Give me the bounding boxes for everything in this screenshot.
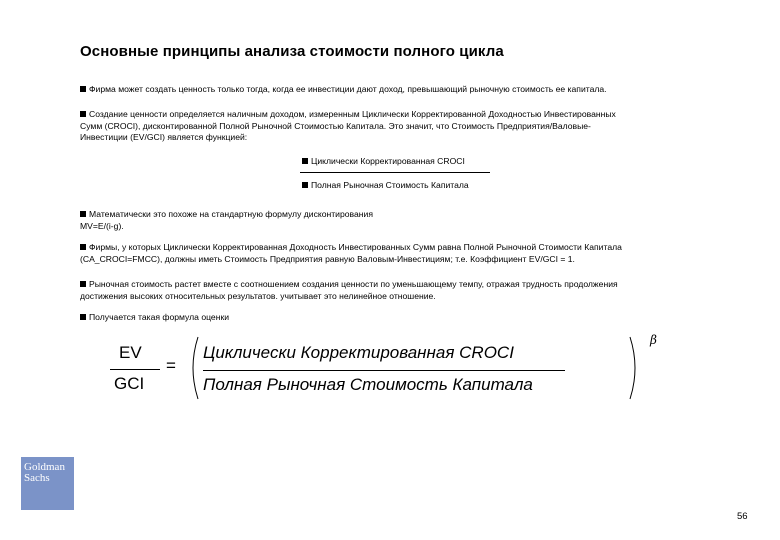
sub-item-croci [302, 156, 465, 167]
paragraph-text: Сумм (CROCI), дисконтированной Полной Рыночной Стоимостью Капитала. Это значит, что Стоимость Предприятия/Валовые- [80, 120, 591, 131]
formula-ev: EV [119, 343, 142, 362]
paragraph-formula-intro [80, 312, 720, 324]
formula-lhs-fraction-bar [110, 369, 160, 370]
paragraph-value-creation [80, 84, 720, 96]
bullet-icon [80, 244, 86, 250]
page-title: Основные принципы анализа стоимости полного цикла [80, 43, 504, 60]
formula-rhs-fraction-bar [203, 370, 565, 371]
paragraph-croci-definition [80, 109, 720, 144]
bullet-icon [80, 211, 86, 217]
sub-item-text: Полная Рыночная Стоимость Капитала [311, 180, 469, 190]
paragraph-text: Получается такая формула оценки [89, 312, 230, 322]
paragraph-text: Фирмы, у которых Циклически Корректированная Доходность Инвестированных Сумм равна Полной Рыночной Стоимости Капитала [89, 242, 622, 252]
page-number: 56 [737, 511, 748, 522]
formula-fmcc: Полная Рыночная Стоимость Капитала [203, 375, 533, 394]
paragraph-text: Инвестиции (EV/GCI) является функцией: [80, 132, 248, 142]
paragraph-discount-formula [80, 209, 720, 232]
paragraph-equal-firms [80, 242, 720, 265]
left-paren-icon [186, 336, 200, 400]
formula-equals: = [166, 356, 176, 375]
bullet-icon [80, 314, 86, 320]
paragraph-text: Создание ценности определяется наличным доходом, измеренным Циклически Корректированной Доходностью Инвестированных [89, 109, 616, 119]
paragraph-text: (CA_CROCI=FMCC), должны иметь Стоимость Предприятия равную Валовым-Инвестициям; т.е. Коэффициент EV/GCI = 1. [80, 253, 575, 264]
right-paren-icon [628, 336, 642, 400]
logo-text: Goldman [24, 461, 65, 473]
divider-line [300, 172, 490, 173]
paragraph-text: Математически это похоже на стандартную формулу дисконтирования [89, 209, 373, 219]
paragraph-text: Фирма может создать ценность только тогда, когда ее инвестиции дают доход, превышающий рыночную стоимость ее капитала. [89, 84, 607, 94]
bullet-icon [302, 158, 308, 164]
formula-beta: β [650, 333, 657, 347]
paragraph-text: Рыночная стоимость растет вместе с соотношением создания ценности по уменьшающему темпу, отражая трудность продолжения [89, 279, 618, 289]
sub-item-text: Циклически Корректированная CROCI [311, 156, 465, 166]
bullet-icon [80, 111, 86, 117]
bullet-icon [80, 281, 86, 287]
bullet-icon [80, 86, 86, 92]
formula-croci: Циклически Корректированная CROCI [203, 343, 514, 362]
bullet-icon [302, 182, 308, 188]
paragraph-text: достижения высоких относительных результатов. учитывает это нелинейное отношение. [80, 290, 436, 301]
paragraph-market-value [80, 279, 720, 302]
sub-item-fmcc [302, 180, 469, 191]
formula-gci: GCI [114, 374, 145, 393]
goldman-sachs-logo [21, 457, 74, 510]
paragraph-text: MV=E/(i-g). [80, 220, 124, 231]
logo-text: Sachs [24, 472, 50, 484]
